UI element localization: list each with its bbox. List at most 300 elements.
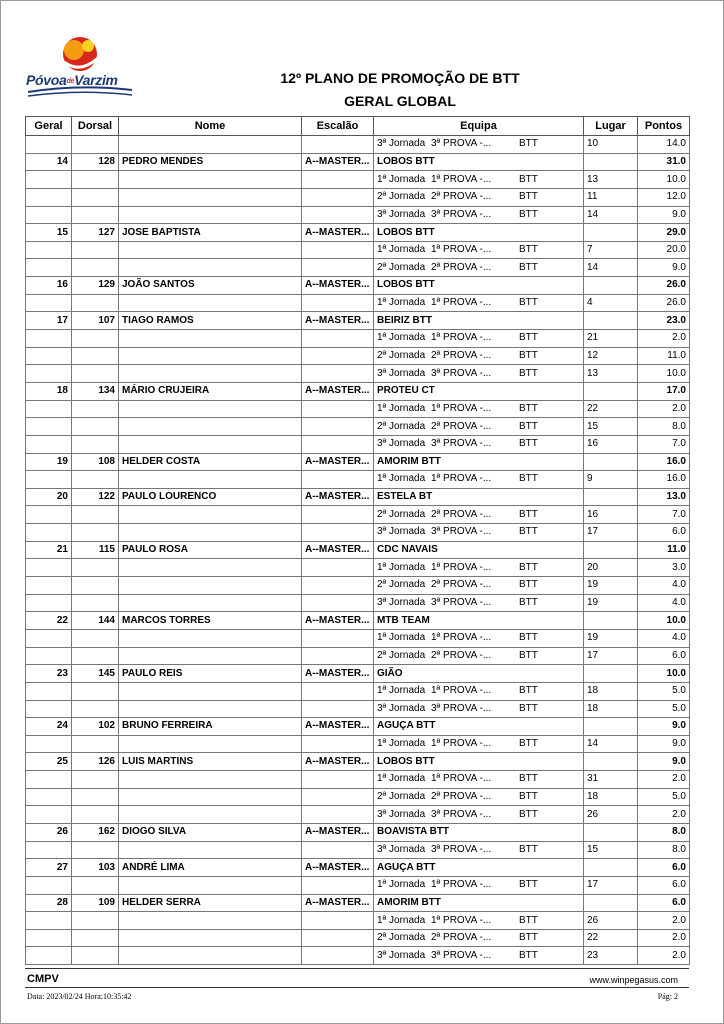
race-result-row [26, 876, 690, 894]
cell-pontos: 2.0 [638, 929, 690, 947]
cell-pontos: 14.0 [638, 136, 690, 154]
cell-escalao: A--MASTER... [302, 612, 374, 630]
cell-escalao [302, 929, 374, 947]
prova-label: 1ª PROVA -... [431, 173, 492, 185]
rider-row [26, 153, 690, 171]
modality-label: BTT [519, 138, 538, 150]
cell-geral: 26 [26, 823, 72, 841]
col-header-equipa: Equipa [374, 117, 584, 136]
prova-label: 3ª PROVA -... [431, 438, 492, 450]
cell-escalao [302, 418, 374, 436]
cell-lugar: 19 [584, 577, 638, 595]
cell-geral [26, 629, 72, 647]
cell-pontos: 6.0 [638, 894, 690, 912]
cell-escalao [302, 524, 374, 542]
cell-equipa: AGUÇA BTT [374, 859, 584, 877]
cell-nome [119, 259, 302, 277]
modality-label: BTT [519, 808, 538, 820]
cell-escalao [302, 771, 374, 789]
cell-geral: 24 [26, 718, 72, 736]
cell-race-info [374, 629, 584, 647]
footer-divider [25, 968, 689, 969]
cell-pontos: 16.0 [638, 471, 690, 489]
cell-geral [26, 700, 72, 718]
cell-race-info [374, 330, 584, 348]
modality-label: BTT [519, 596, 538, 608]
cell-lugar [584, 277, 638, 295]
cell-geral [26, 876, 72, 894]
cell-pontos: 5.0 [638, 700, 690, 718]
cell-nome: HELDER SERRA [119, 894, 302, 912]
cell-pontos: 7.0 [638, 435, 690, 453]
cell-geral [26, 435, 72, 453]
race-result-row [26, 577, 690, 595]
cell-dorsal: 107 [72, 312, 119, 330]
cell-dorsal [72, 771, 119, 789]
race-result-row [26, 241, 690, 259]
cell-geral [26, 524, 72, 542]
cell-escalao [302, 700, 374, 718]
cell-pontos: 11.0 [638, 541, 690, 559]
footer-date: Data: 2023/02/24 Hora:10:35:42 [27, 992, 132, 1001]
race-result-row [26, 735, 690, 753]
prova-label: 2ª PROVA -... [431, 350, 492, 361]
cell-race-info [374, 788, 584, 806]
cell-race-info [374, 771, 584, 789]
cell-lugar: 26 [584, 912, 638, 930]
cell-geral [26, 912, 72, 930]
modality-label: BTT [519, 526, 538, 538]
cell-lugar [584, 382, 638, 400]
cell-dorsal: 162 [72, 823, 119, 841]
povoa-de-varzim-logo [24, 34, 136, 100]
cell-equipa: AMORIM BTT [374, 894, 584, 912]
cell-lugar: 26 [584, 806, 638, 824]
cell-equipa: LOBOS BTT [374, 153, 584, 171]
prova-label: 1ª PROVA -... [431, 879, 492, 891]
cell-dorsal [72, 700, 119, 718]
cell-dorsal: 128 [72, 153, 119, 171]
cell-race-info [374, 188, 584, 206]
cell-lugar: 13 [584, 365, 638, 383]
cell-lugar: 16 [584, 506, 638, 524]
cell-race-info [374, 682, 584, 700]
cell-nome [119, 294, 302, 312]
cell-pontos: 2.0 [638, 912, 690, 930]
cell-escalao [302, 241, 374, 259]
cell-geral: 16 [26, 277, 72, 295]
cell-nome: DIOGO SILVA [119, 823, 302, 841]
rider-row [26, 453, 690, 471]
cell-lugar: 14 [584, 259, 638, 277]
cell-geral: 14 [26, 153, 72, 171]
prova-label: 2ª PROVA -... [431, 649, 492, 661]
modality-label: BTT [519, 438, 538, 450]
cell-pontos: 26.0 [638, 294, 690, 312]
modality-label: BTT [519, 367, 538, 379]
cell-escalao [302, 594, 374, 612]
cell-race-info [374, 700, 584, 718]
cell-nome [119, 876, 302, 894]
jornada-label: 2ª Jornada [377, 508, 426, 520]
cell-geral [26, 365, 72, 383]
rider-row [26, 382, 690, 400]
cell-escalao [302, 188, 374, 206]
rider-row [26, 488, 690, 506]
cell-geral [26, 947, 72, 965]
modality-label: BTT [519, 208, 538, 220]
cell-dorsal: 126 [72, 753, 119, 771]
race-result-row [26, 841, 690, 859]
cell-lugar [584, 488, 638, 506]
col-header-dorsal: Dorsal [72, 117, 119, 136]
modality-label: BTT [519, 473, 538, 485]
cell-escalao [302, 400, 374, 418]
cell-dorsal [72, 206, 119, 224]
cell-race-info [374, 929, 584, 947]
cell-nome [119, 365, 302, 383]
cell-equipa: ESTELA BT [374, 488, 584, 506]
cell-geral [26, 577, 72, 595]
footer-website: www.winpegasus.com [589, 975, 678, 985]
cell-equipa: GIÃO [374, 665, 584, 683]
jornada-label: 1ª Jornada [377, 332, 426, 344]
jornada-label: 1ª Jornada [377, 297, 426, 309]
footer-org: CMPV [27, 973, 59, 985]
cell-lugar: 16 [584, 435, 638, 453]
cell-escalao [302, 735, 374, 753]
race-result-row [26, 629, 690, 647]
cell-escalao [302, 136, 374, 154]
cell-lugar: 17 [584, 524, 638, 542]
cell-dorsal [72, 682, 119, 700]
race-result-row [26, 294, 690, 312]
modality-label: BTT [519, 843, 538, 855]
cell-equipa: AMORIM BTT [374, 453, 584, 471]
race-result-row [26, 682, 690, 700]
cell-pontos: 13.0 [638, 488, 690, 506]
jornada-label: 3ª Jornada [377, 596, 426, 608]
cell-escalao: A--MASTER... [302, 665, 374, 683]
cell-equipa: BEIRIZ BTT [374, 312, 584, 330]
jornada-label: 3ª Jornada [377, 843, 426, 855]
race-result-row [26, 771, 690, 789]
prova-label: 1ª PROVA -... [431, 685, 492, 697]
col-header-lugar: Lugar [584, 117, 638, 136]
jornada-label: 2ª Jornada [377, 350, 426, 361]
cell-lugar: 21 [584, 330, 638, 348]
cell-lugar [584, 153, 638, 171]
rider-row [26, 753, 690, 771]
cell-escalao [302, 682, 374, 700]
cell-dorsal [72, 806, 119, 824]
cell-lugar: 31 [584, 771, 638, 789]
cell-nome [119, 241, 302, 259]
cell-geral: 27 [26, 859, 72, 877]
cell-geral [26, 188, 72, 206]
modality-label: BTT [519, 649, 538, 661]
prova-label: 2ª PROVA -... [431, 420, 492, 432]
cell-nome [119, 524, 302, 542]
cell-escalao: A--MASTER... [302, 488, 374, 506]
cell-race-info [374, 365, 584, 383]
results-body [26, 136, 690, 965]
cell-pontos: 8.0 [638, 418, 690, 436]
cell-nome [119, 188, 302, 206]
cell-nome: PAULO ROSA [119, 541, 302, 559]
prova-label: 3ª PROVA -... [431, 702, 492, 714]
cell-escalao [302, 647, 374, 665]
modality-label: BTT [519, 244, 538, 256]
cell-escalao [302, 876, 374, 894]
cell-lugar: 15 [584, 841, 638, 859]
rider-row [26, 823, 690, 841]
rider-row [26, 859, 690, 877]
cell-nome [119, 136, 302, 154]
cell-nome [119, 647, 302, 665]
cell-nome [119, 806, 302, 824]
rider-row [26, 312, 690, 330]
cell-escalao [302, 559, 374, 577]
cell-nome [119, 594, 302, 612]
jornada-label: 2ª Jornada [377, 261, 426, 273]
cell-lugar: 14 [584, 735, 638, 753]
cell-pontos: 29.0 [638, 224, 690, 242]
cell-nome: JOSE BAPTISTA [119, 224, 302, 242]
jornada-label: 2ª Jornada [377, 932, 426, 944]
cell-pontos: 3.0 [638, 559, 690, 577]
jornada-label: 1ª Jornada [377, 402, 426, 414]
cell-nome: MARCOS TORRES [119, 612, 302, 630]
jornada-label: 3ª Jornada [377, 138, 426, 150]
prova-label: 1ª PROVA -... [431, 632, 492, 644]
cell-dorsal: 102 [72, 718, 119, 736]
cell-escalao [302, 435, 374, 453]
cell-nome [119, 682, 302, 700]
cell-escalao [302, 788, 374, 806]
cell-lugar: 10 [584, 136, 638, 154]
cell-lugar: 11 [584, 188, 638, 206]
cell-lugar: 18 [584, 700, 638, 718]
prova-label: 2ª PROVA -... [431, 508, 492, 520]
cell-geral: 15 [26, 224, 72, 242]
cell-dorsal [72, 171, 119, 189]
race-result-row [26, 206, 690, 224]
prova-label: 2ª PROVA -... [431, 932, 492, 944]
rider-row [26, 894, 690, 912]
cell-geral [26, 259, 72, 277]
cell-lugar [584, 718, 638, 736]
jornada-label: 3ª Jornada [377, 208, 426, 220]
cell-dorsal: 115 [72, 541, 119, 559]
cell-lugar: 12 [584, 347, 638, 365]
cell-race-info [374, 171, 584, 189]
cell-geral [26, 241, 72, 259]
jornada-label: 1ª Jornada [377, 244, 426, 256]
cell-escalao [302, 506, 374, 524]
cell-dorsal [72, 594, 119, 612]
race-result-row [26, 188, 690, 206]
prova-label: 1ª PROVA -... [431, 297, 492, 309]
jornada-label: 3ª Jornada [377, 526, 426, 538]
prova-label: 3ª PROVA -... [431, 843, 492, 855]
col-header-pontos: Pontos [638, 117, 690, 136]
cell-nome [119, 347, 302, 365]
cell-lugar: 14 [584, 206, 638, 224]
cell-nome [119, 559, 302, 577]
cell-nome [119, 700, 302, 718]
prova-label: 1ª PROVA -... [431, 473, 492, 485]
cell-pontos: 6.0 [638, 524, 690, 542]
modality-label: BTT [519, 738, 538, 750]
modality-label: BTT [519, 191, 538, 203]
cell-geral: 20 [26, 488, 72, 506]
modality-label: BTT [519, 632, 538, 644]
cell-dorsal: 109 [72, 894, 119, 912]
cell-lugar: 17 [584, 647, 638, 665]
cell-nome: MÁRIO CRUJEIRA [119, 382, 302, 400]
cell-race-info [374, 241, 584, 259]
cell-lugar [584, 453, 638, 471]
jornada-label: 1ª Jornada [377, 738, 426, 750]
cell-lugar: 13 [584, 171, 638, 189]
cell-nome [119, 400, 302, 418]
cell-pontos: 2.0 [638, 400, 690, 418]
cell-dorsal [72, 400, 119, 418]
col-header-geral: Geral [26, 117, 72, 136]
jornada-label: 2ª Jornada [377, 649, 426, 661]
cell-equipa: AGUÇA BTT [374, 718, 584, 736]
cell-nome: PEDRO MENDES [119, 153, 302, 171]
footer-page-number: Pág: 2 [657, 992, 678, 1001]
cell-race-info [374, 506, 584, 524]
cell-escalao [302, 806, 374, 824]
modality-label: BTT [519, 879, 538, 891]
rider-row [26, 224, 690, 242]
cell-pontos: 7.0 [638, 506, 690, 524]
cell-pontos: 4.0 [638, 594, 690, 612]
cell-dorsal [72, 435, 119, 453]
cell-nome: ANDRÉ LIMA [119, 859, 302, 877]
cell-geral: 22 [26, 612, 72, 630]
jornada-label: 2ª Jornada [377, 791, 426, 803]
cell-lugar: 19 [584, 594, 638, 612]
cell-geral [26, 929, 72, 947]
cell-nome [119, 418, 302, 436]
modality-label: BTT [519, 773, 538, 785]
cell-lugar: 20 [584, 559, 638, 577]
race-result-row [26, 788, 690, 806]
cell-pontos: 8.0 [638, 823, 690, 841]
cell-race-info [374, 594, 584, 612]
cell-nome: LUIS MARTINS [119, 753, 302, 771]
prova-label: 1ª PROVA -... [431, 738, 492, 750]
cell-escalao: A--MASTER... [302, 823, 374, 841]
jornada-label: 3ª Jornada [377, 949, 426, 961]
cell-nome: TIAGO RAMOS [119, 312, 302, 330]
race-result-row [26, 435, 690, 453]
cell-pontos: 9.0 [638, 735, 690, 753]
cell-race-info [374, 806, 584, 824]
cell-dorsal: 108 [72, 453, 119, 471]
cell-pontos: 16.0 [638, 453, 690, 471]
cell-escalao: A--MASTER... [302, 153, 374, 171]
cell-escalao [302, 330, 374, 348]
cell-escalao: A--MASTER... [302, 718, 374, 736]
cell-geral [26, 418, 72, 436]
modality-label: BTT [519, 420, 538, 432]
cell-race-info [374, 559, 584, 577]
cell-escalao [302, 206, 374, 224]
cell-equipa: MTB TEAM [374, 612, 584, 630]
cell-dorsal [72, 912, 119, 930]
cell-geral: 25 [26, 753, 72, 771]
race-result-row [26, 912, 690, 930]
cell-pontos: 10.0 [638, 665, 690, 683]
cell-dorsal [72, 876, 119, 894]
cell-pontos: 4.0 [638, 577, 690, 595]
cell-race-info [374, 735, 584, 753]
prova-label: 3ª PROVA -... [431, 208, 492, 220]
cell-dorsal [72, 188, 119, 206]
cell-geral [26, 471, 72, 489]
cell-geral: 23 [26, 665, 72, 683]
cell-dorsal [72, 929, 119, 947]
modality-label: BTT [519, 932, 538, 944]
rider-row [26, 541, 690, 559]
race-result-row [26, 330, 690, 348]
cell-escalao: A--MASTER... [302, 224, 374, 242]
cell-nome [119, 841, 302, 859]
cell-dorsal [72, 735, 119, 753]
prova-label: 1ª PROVA -... [431, 244, 492, 256]
cell-geral [26, 347, 72, 365]
jornada-label: 1ª Jornada [377, 773, 426, 785]
cell-dorsal: 144 [72, 612, 119, 630]
prova-label: 2ª PROVA -... [431, 579, 492, 591]
cell-pontos: 6.0 [638, 647, 690, 665]
cell-lugar [584, 612, 638, 630]
cell-dorsal: 129 [72, 277, 119, 295]
cell-dorsal [72, 647, 119, 665]
cell-pontos: 26.0 [638, 277, 690, 295]
modality-label: BTT [519, 508, 538, 520]
cell-race-info [374, 876, 584, 894]
prova-label: 2ª PROVA -... [431, 261, 492, 273]
modality-label: BTT [519, 579, 538, 591]
cell-nome [119, 435, 302, 453]
modality-label: BTT [519, 791, 538, 803]
cell-escalao [302, 294, 374, 312]
cell-pontos: 2.0 [638, 771, 690, 789]
race-result-row [26, 471, 690, 489]
cell-pontos: 10.0 [638, 612, 690, 630]
cell-lugar: 22 [584, 400, 638, 418]
cell-race-info [374, 471, 584, 489]
prova-label: 3ª PROVA -... [431, 367, 492, 379]
cell-lugar [584, 894, 638, 912]
cell-escalao [302, 912, 374, 930]
results-table [25, 116, 690, 965]
page-subtitle: GERAL GLOBAL [344, 93, 456, 109]
cell-dorsal [72, 841, 119, 859]
cell-pontos: 5.0 [638, 682, 690, 700]
cell-lugar: 15 [584, 418, 638, 436]
cell-lugar: 17 [584, 876, 638, 894]
cell-dorsal [72, 330, 119, 348]
race-result-row [26, 700, 690, 718]
cell-lugar: 19 [584, 629, 638, 647]
